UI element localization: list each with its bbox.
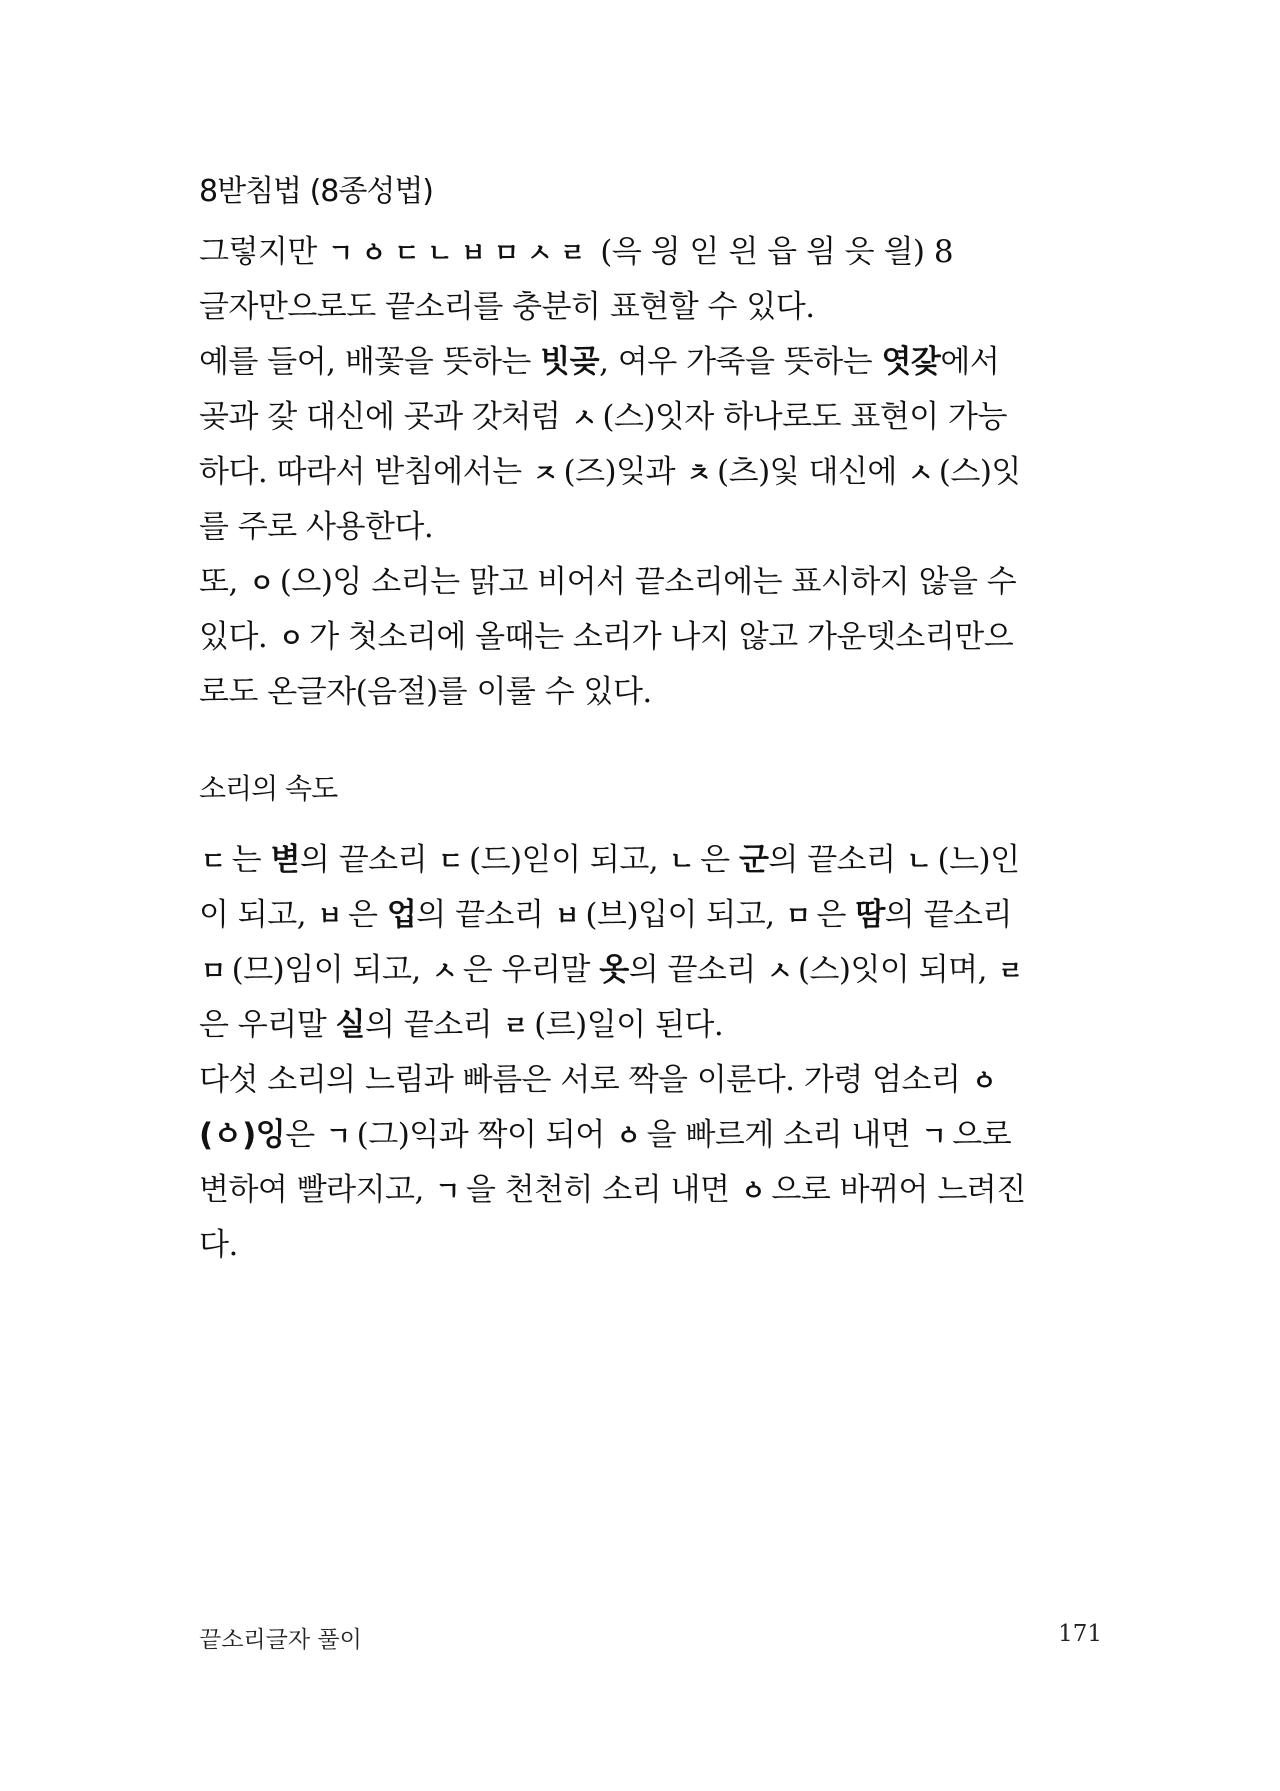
- text: 은: [285, 1117, 325, 1153]
- jamo: ㅁ: [785, 902, 811, 932]
- section-heading-8-batchim: 8받침법 (8종성법): [199, 174, 433, 209]
- text: (므)임이 되고,: [231, 952, 431, 988]
- paragraph-line: [199, 617, 1013, 659]
- text: (느)인: [937, 842, 1020, 878]
- paragraph-line: [199, 1170, 1026, 1212]
- text: (스)잇자 하나로도 표현이 가능: [602, 399, 1007, 435]
- text: 가 첫소리에 올때는 소리가 나지 않고 가운뎃소리만으: [309, 619, 1014, 655]
- jamo: ㅈ: [532, 459, 558, 489]
- paragraph-line: 다.: [199, 1227, 238, 1263]
- text: (으)잉 소리는 맑고 비어서 끝소리에는 표시하지 않을 수: [279, 564, 1017, 600]
- text: 곶과 갗 대신에 곳과 갓처럼: [199, 399, 570, 435]
- text: 있다.: [199, 619, 277, 655]
- running-title: 끝소리글자 풀이: [199, 1627, 362, 1653]
- text: 예를 들어, 배꽃을 뜻하는: [199, 344, 541, 380]
- text: (드)읻이 되고,: [469, 842, 668, 878]
- paragraph-line: [199, 342, 999, 382]
- text: 에서: [940, 344, 1000, 380]
- text: 의 끝소리: [884, 897, 1012, 933]
- jamo: ㅅ: [432, 957, 457, 987]
- jamo: ㅊ: [686, 459, 712, 489]
- jamo: ㆁ: [740, 1177, 766, 1207]
- text: 의 끝소리: [416, 897, 553, 933]
- text: 의 끝소리: [628, 952, 766, 988]
- archaic-word: (ㆁ)잉: [199, 1117, 286, 1153]
- text: (그)익과 짝이 되어: [356, 1117, 615, 1153]
- text: 은 우리말: [199, 1007, 336, 1043]
- jamo: ㅁ: [201, 957, 226, 987]
- text: 다섯 소리의 느림과 빠름은 서로 짝을 이룬다. 가령 엄소리: [199, 1062, 970, 1098]
- paragraph-line: [199, 1115, 1011, 1157]
- archaic-word: 업: [386, 897, 417, 933]
- text: 으로 바뀌어 느려진: [771, 1172, 1026, 1208]
- text: 은 우리말: [462, 952, 600, 988]
- archaic-word: 볃: [270, 842, 300, 878]
- jamo: ㅂ: [554, 902, 580, 932]
- text: (츠)잋 대신에: [717, 454, 907, 490]
- jamo: ㄱ: [921, 1122, 947, 1152]
- jamo: ㄷ: [438, 847, 464, 877]
- archaic-word: 엿갗: [881, 344, 941, 380]
- text: (브)입이 되고,: [585, 897, 784, 933]
- text: 은: [348, 897, 387, 933]
- text: 또,: [199, 564, 248, 600]
- jamo: ㅇ: [249, 569, 274, 599]
- jamo: ㄷ: [201, 847, 226, 877]
- paragraph-line: [199, 1005, 723, 1047]
- paragraph-line: [199, 950, 1029, 992]
- paragraph-line: [199, 1060, 1002, 1102]
- text: 으로: [952, 1117, 1012, 1153]
- text: 이 되고,: [199, 897, 316, 933]
- text: 의 끝소리: [768, 842, 905, 878]
- text: , 여우 가죽을 뜻하는: [599, 344, 882, 380]
- text: 그렇지만: [199, 234, 327, 270]
- paragraph-line: 를 주로 사용한다.: [199, 509, 434, 545]
- text: 의 끝소리: [364, 1007, 502, 1043]
- text: 은: [700, 842, 739, 878]
- jamo: ㄴ: [906, 847, 932, 877]
- jamo: ㄴ: [669, 847, 695, 877]
- archaic-word: 군: [738, 842, 769, 878]
- text: 는: [231, 842, 271, 878]
- text: 의 끝소리: [299, 842, 437, 878]
- text: 하다. 따라서 받침에서는: [199, 454, 531, 490]
- text: 은: [816, 897, 856, 933]
- text: (스)잇이 되며,: [797, 952, 997, 988]
- section-heading-sound-speed: 소리의 속도: [199, 772, 338, 805]
- archaic-word: 실: [335, 1007, 365, 1043]
- paragraph-line: [199, 397, 1007, 439]
- text: (르)일이 된다.: [534, 1007, 724, 1043]
- text: 을 빠르게 소리 내면: [646, 1117, 920, 1153]
- page-number: 171: [1058, 1621, 1102, 1647]
- paragraph-line: [199, 895, 1012, 937]
- paragraph-line: [199, 840, 1020, 882]
- archaic-word: 옷: [599, 952, 629, 988]
- paragraph-line: 로도 온글자(음절)를 이룰 수 있다.: [199, 674, 652, 710]
- paragraph-line: [199, 232, 953, 274]
- jamo: ㅅ: [767, 957, 792, 987]
- jamo-list: ㄱ ㆁ ㄷ ㄴ ㅂ ㅁ ㅅ ㄹ: [328, 239, 585, 269]
- archaic-word: 빗곶: [540, 344, 600, 380]
- jamo: ㄹ: [998, 957, 1023, 987]
- paragraph-line: [199, 452, 1021, 494]
- jamo: ㅇ: [278, 624, 304, 654]
- jamo: ㅂ: [317, 902, 343, 932]
- jamo: ㆁ: [616, 1122, 641, 1152]
- text: (윽 읭 읻 읜 읍 읨 읏 읠) 8: [590, 234, 954, 270]
- text: 변하여 빨라지고,: [199, 1172, 434, 1208]
- text: (즈)잊과: [563, 454, 685, 490]
- jamo: ㄱ: [435, 1177, 460, 1207]
- paragraph-line: [199, 562, 1016, 604]
- text: (스)잇: [938, 454, 1021, 490]
- text: 을 천천히 소리 내면: [465, 1172, 739, 1208]
- jamo: ㄱ: [326, 1122, 351, 1152]
- jamo: ㆁ: [971, 1067, 997, 1097]
- paragraph-line: 글자만으로도 끝소리를 충분히 표현할 수 있다.: [199, 289, 815, 325]
- jamo: ㅅ: [571, 404, 597, 434]
- jamo: ㅅ: [908, 459, 933, 489]
- jamo: ㄹ: [503, 1012, 529, 1042]
- archaic-word: 땀: [855, 897, 885, 933]
